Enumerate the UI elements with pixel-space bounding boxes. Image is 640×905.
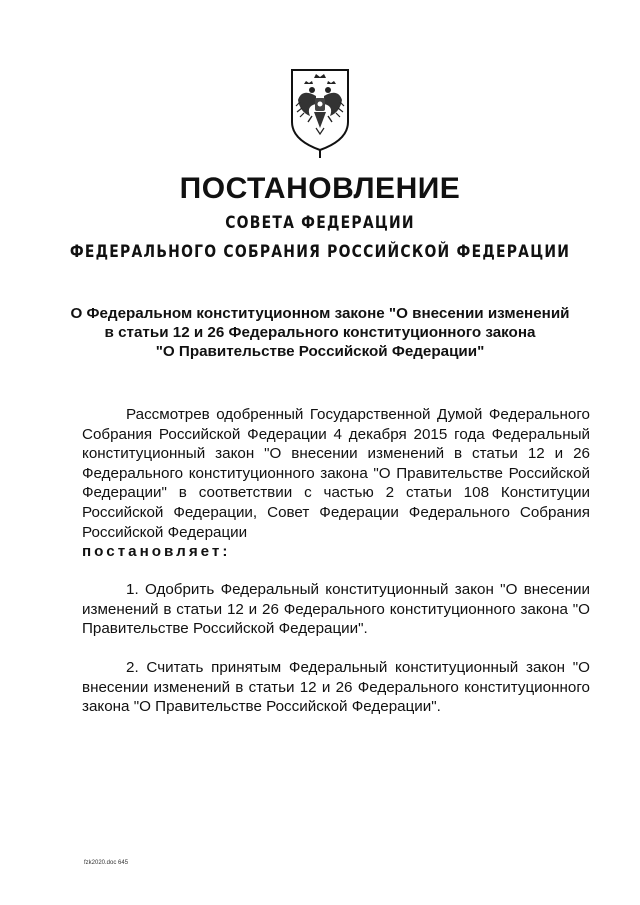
- preamble-text: Рассмотрев одобренный Государственной Думой Федерального Собрания Российской Федерации 4 декабря 2015 года Федеральный конституционный закон "О внесении изменений в статьи 12 и 26 Федерального конституционного закона "О Правительстве Российской Федерации" в соответствии с частью 2 статьи 108 Конституции Российской Федерации, Совет Федерации Федерального Собрания Российской Федерации: [82, 406, 590, 541]
- heading-line-3: "О Правительстве Российской Федерации": [155, 343, 485, 360]
- issuer-line-1: СОВЕТА ФЕДЕРАЦИИ: [225, 213, 415, 233]
- file-code: fzk2020.doc 645: [84, 860, 129, 866]
- heading-line-2: в статьи 12 и 26 Федерального конституционного закона: [104, 324, 536, 341]
- document-heading: [60, 304, 580, 361]
- document-title: ПОСТАНОВЛЕНИЕ: [179, 172, 461, 205]
- decision-item-2-text: 2. Считать принятым Федеральный конституционный закон "О внесении изменений в статьи 12 и 26 Федерального конституционного закона "О Правительстве Российской Федерации".: [82, 659, 590, 716]
- decision-item-1: [82, 580, 590, 639]
- decision-item-2: [82, 658, 590, 717]
- coat-of-arms-icon: [288, 66, 352, 162]
- decision-item-1-text: 1. Одобрить Федеральный конституционный закон "О внесении изменений в статьи 12 и 26 Федерального конституционного закона "О Правительстве Российской Федерации".: [82, 581, 590, 638]
- decree-word: постановляет:: [82, 543, 231, 561]
- preamble-paragraph: [82, 405, 590, 562]
- heading-line-1: О Федеральном конституционном законе "О внесении изменений: [70, 305, 570, 322]
- issuer-line-2: ФЕДЕРАЛЬНОГО СОБРАНИЯ РОССИЙСКОЙ ФЕДЕРАЦИИ: [69, 242, 571, 262]
